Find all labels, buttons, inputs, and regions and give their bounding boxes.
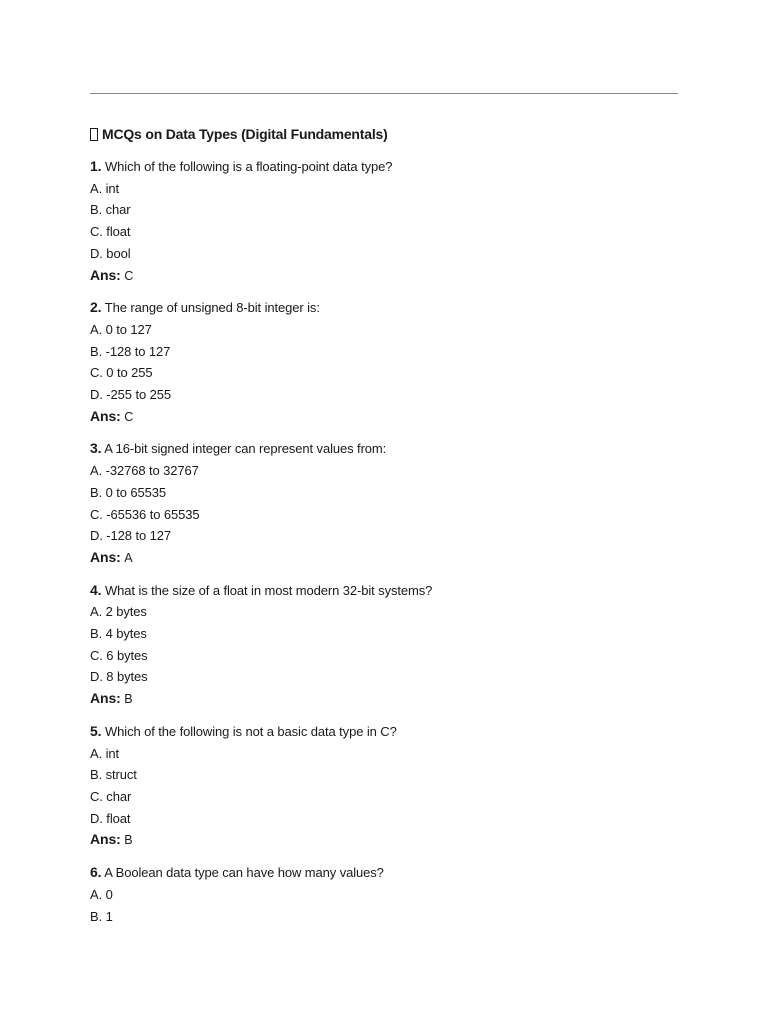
option-d: D. bool — [90, 245, 131, 261]
answer-line — [90, 829, 690, 852]
question-text-line — [90, 580, 690, 602]
option-b: B. -128 to 127 — [90, 343, 171, 359]
option-c: C. float — [90, 224, 131, 240]
option-b: B. char — [90, 202, 131, 218]
option-b: B. struct — [90, 767, 137, 783]
question-block — [90, 297, 690, 428]
question-block — [90, 721, 690, 852]
question-block — [90, 438, 690, 569]
horizontal-rule — [90, 93, 678, 94]
answer-label: Ans: — [90, 266, 121, 283]
question-block — [90, 156, 690, 287]
question-text: The range of unsigned 8-bit integer is: — [104, 300, 320, 316]
option-d: D. -255 to 255 — [90, 387, 171, 403]
question-number: 2. — [90, 299, 102, 316]
option-c: C. 6 bytes — [90, 647, 148, 663]
question-block — [90, 862, 690, 927]
question-list — [90, 156, 690, 937]
answer-line — [90, 688, 690, 711]
option-a: A. 2 bytes — [90, 604, 147, 620]
question-text: Which of the following is not a basic data type in C? — [105, 723, 397, 739]
question-block — [90, 580, 690, 711]
option-c: C. -65536 to 65535 — [90, 506, 200, 522]
option-d: D. float — [90, 810, 131, 826]
question-number: 3. — [90, 440, 102, 457]
question-text: A Boolean data type can have how many values? — [104, 865, 384, 881]
question-text-line — [90, 438, 690, 460]
option-b: B. 4 bytes — [90, 626, 147, 642]
option-c: C. char — [90, 788, 132, 804]
question-text-line — [90, 156, 690, 178]
question-number: 1. — [90, 158, 102, 174]
option-b: B. 1 — [90, 908, 113, 924]
answer-value: A — [124, 550, 133, 565]
answer-label: Ans: — [90, 831, 121, 848]
answer-value: B — [124, 833, 133, 848]
option-d: D. -128 to 127 — [90, 528, 171, 544]
answer-label: Ans: — [90, 548, 121, 565]
answer-value: C — [124, 268, 134, 283]
option-c: C. 0 to 255 — [90, 365, 153, 381]
answer-label: Ans: — [90, 407, 121, 424]
option-a: A. int — [90, 180, 120, 196]
option-a: A. 0 to 127 — [90, 321, 152, 337]
question-number: 5. — [90, 722, 102, 739]
question-text: What is the size of a float in most modern 32-bit systems? — [105, 582, 433, 598]
question-number: 6. — [90, 864, 102, 881]
answer-label: Ans: — [90, 690, 121, 707]
answer-line — [90, 406, 690, 429]
document-heading — [90, 124, 388, 144]
question-number: 4. — [90, 581, 102, 598]
answer-line — [90, 547, 690, 570]
answer-value: C — [124, 409, 134, 424]
question-text-line — [90, 721, 690, 743]
unsupported-glyph-icon — [90, 128, 98, 141]
option-a: A. -32768 to 32767 — [90, 463, 199, 479]
answer-line — [90, 265, 690, 288]
question-text: A 16-bit signed integer can represent values from: — [104, 441, 387, 457]
question-text: Which of the following is a floating-point data type? — [105, 159, 393, 174]
option-a: A. int — [90, 745, 120, 761]
option-a: A. 0 — [90, 886, 113, 902]
option-b: B. 0 to 65535 — [90, 484, 167, 500]
question-text-line — [90, 297, 690, 319]
heading-title: MCQs on Data Types (Digital Fundamentals) — [102, 126, 388, 142]
option-d: D. 8 bytes — [90, 669, 148, 685]
question-text-line — [90, 862, 690, 884]
answer-value: B — [124, 692, 133, 707]
